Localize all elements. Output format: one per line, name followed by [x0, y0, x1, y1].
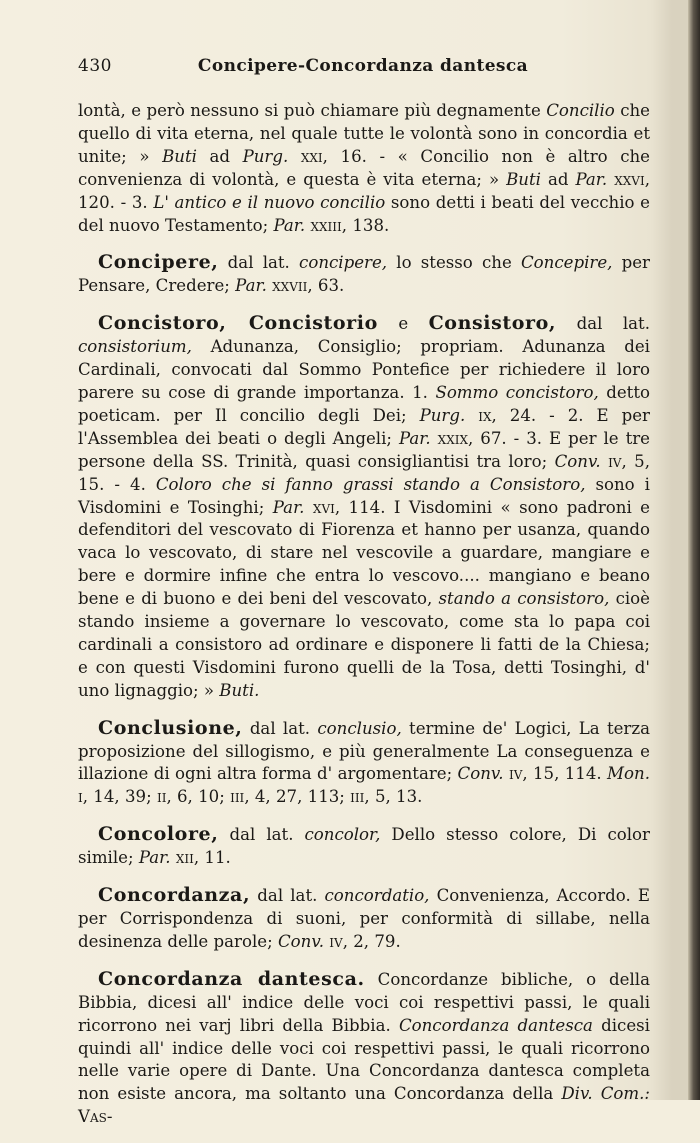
citation-italic: Buti [162, 146, 197, 166]
citation-italic: Mon. [607, 764, 650, 784]
roman-numeral: i [78, 787, 83, 807]
citation-italic: Par. [138, 848, 171, 868]
citation-italic: Concilio [546, 101, 615, 120]
entry-concordanza: Concordanza, dal lat. concordatio, Convenienza, Accordo. E per Corrispondenza di suoni, per conformità di sillabe, nella desinenza delle parole; Conv. iv, 2, 79. [78, 884, 650, 951]
roman-numeral: xxiii [310, 215, 342, 235]
roman-numeral: xvi [312, 497, 335, 517]
entry-concolore: Concolore, dal lat. concolor, Dello stesso colore, Di color simile; Par. xii, 11. [78, 823, 650, 868]
roman-numeral: xxix [437, 428, 469, 448]
running-title: Concipere-Concordanza dantesca [197, 56, 529, 76]
citation-italic: Concordanza dantesca [398, 1015, 593, 1035]
headword: Concordanza dantesca. [98, 967, 365, 990]
entry-conclusione: Conclusione, dal lat. conclusio, termine de' Logici, La terza proposizione del sillogismo, e più generalmente La conseguenza e illazione di ogni altra forma d' argomentare; Conv. iv, 15, 114. Mon. i, 14, 39; ii, 6, 10; iii, 4, 27, 113; iii, 5, 13. [78, 716, 650, 807]
headword: Concistoro, Concistorio [98, 312, 378, 335]
roman-numeral: iv [508, 764, 523, 784]
roman-numeral: iii [350, 787, 365, 807]
citation-italic: stando a consistoro, [438, 589, 610, 609]
page-gutter-shadow [688, 0, 700, 1100]
citation-italic: Purg. [419, 405, 466, 425]
headword: Concordanza, [98, 884, 251, 907]
citation-italic: concordatio, [324, 886, 430, 906]
citation-italic: Buti [506, 169, 541, 189]
citation-italic: Conv. [554, 451, 601, 471]
roman-numeral: ix [478, 405, 492, 425]
roman-numeral: iv [608, 451, 622, 471]
citation-italic: Par. [273, 215, 306, 235]
citation-italic: Par. [272, 497, 305, 517]
citation-italic: Sommo concistoro, [435, 382, 599, 402]
headword-variant: Consistoro, [428, 312, 557, 335]
entry-concipere: Concipere, dal lat. concipere, lo stesso che Concepire, per Pensare, Credere; Par. xxvii, 63. [78, 251, 650, 296]
headword: Concipere, [98, 251, 219, 274]
roman-numeral: iii [230, 787, 245, 807]
citation-italic: Concepire, [520, 253, 613, 273]
roman-numeral: Vas- [78, 1107, 113, 1127]
roman-numeral: xxi [300, 146, 323, 166]
roman-numeral: xii [175, 848, 194, 868]
citation-italic: concipere, [299, 253, 388, 273]
headword: Conclusione, [98, 716, 243, 739]
roman-numeral: xxvii [272, 276, 308, 296]
citation-italic: Coloro che si fanno grassi stando a Consistoro, [155, 474, 586, 494]
entry-concordanza-dantesca: Concordanza dantesca. Concordanze bibliche, o della Bibbia, dicesi all' indice delle voci coi respettivi passi, le quali ricorrono nei varj libri della Bibbia. Concordanza dantesca dicesi quindi all' indice delle voci coi respettivi passi, le quali ricorrono nelle varie opere di Dante. Una Concordanza dantesca completa non esiste ancora, ma soltanto una Concordanza della Div. Com.: Vas- [78, 967, 651, 1127]
dictionary-body [78, 100, 650, 1143]
roman-numeral: iv [329, 931, 343, 951]
entry-concistoro: Concistoro, Concistorio e Consistoro, dal lat. consistorium, Adunanza, Consiglio; propriam. Adunanza dei Cardinali, convocati dal Sommo Pontefice per richiedere il loro parere su cose di grande importanza. 1. Sommo concistoro, detto poeticam. per Il concilio degli Dei; Purg. ix, 24. - 2. E per l'Assemblea dei beati o degli Angeli; Par. xxix, 67. - 3. E per le tre persone della SS. Trinità, quasi consigliantisi tra loro; Conv. iv, 5, 15. - 4. Coloro che si fanno grassi stando a Consistoro, sono i Visdomini e Tosinghi; Par. xvi, 114. I Visdomini « sono padroni e defenditori del vescovato di Fiorenza et hanno per usanza, quando vaca lo vescovato, di stare nel vescovile a guardare, mangiare e bere e dormire infine che entra lo vescovo.... mangiano e beano bene e di buono e dei beni del vescovato, stando a consistoro, cioè stando insieme a governare lo vescovato, come sta lo papa coi cardinali a consistoro ad ordinare e disponere li fatti de la Chiesa; e con questi Visdomini furono quelli de la Tosa, detti Tosinghi, d' uno lignaggio; » Buti. [78, 312, 651, 700]
roman-numeral: ii [156, 787, 167, 807]
citation-italic: L' antico e il nuovo concilio [153, 192, 386, 212]
entry-continuation: lontà, e però nessuno si può chiamare più degnamente Concilio che quello di vita eterna, nel quale tutte le volontà sono in concordia et unite; » Buti ad Purg. xxi, 16. - « Concilio non è altro che convenienza di volontà, e questa è vita eterna; » Buti ad Par. xxvi, 120. - 3. L' antico e il nuovo concilio sono detti i beati del vecchio e del nuovo Testamento; Par. xxiii, 138. [78, 101, 650, 235]
citation-italic: Par. [575, 169, 608, 189]
citation-italic: Div. Com.: [561, 1084, 651, 1104]
page-number: 430 [78, 56, 112, 76]
citation-italic: concolor, [304, 825, 381, 845]
citation-italic: Par. [235, 276, 267, 296]
headword: Concolore, [98, 823, 219, 846]
citation-italic: Purg. [242, 146, 289, 166]
citation-italic: Conv. [457, 764, 504, 784]
citation-italic: Par. [398, 428, 431, 448]
citation-italic: Buti. [219, 680, 260, 700]
citation-italic: Conv. [277, 931, 325, 951]
citation-italic: conclusio, [317, 718, 402, 738]
page-header [78, 56, 648, 80]
citation-italic: consistorium, [78, 337, 192, 357]
roman-numeral: xxvi [614, 169, 645, 189]
